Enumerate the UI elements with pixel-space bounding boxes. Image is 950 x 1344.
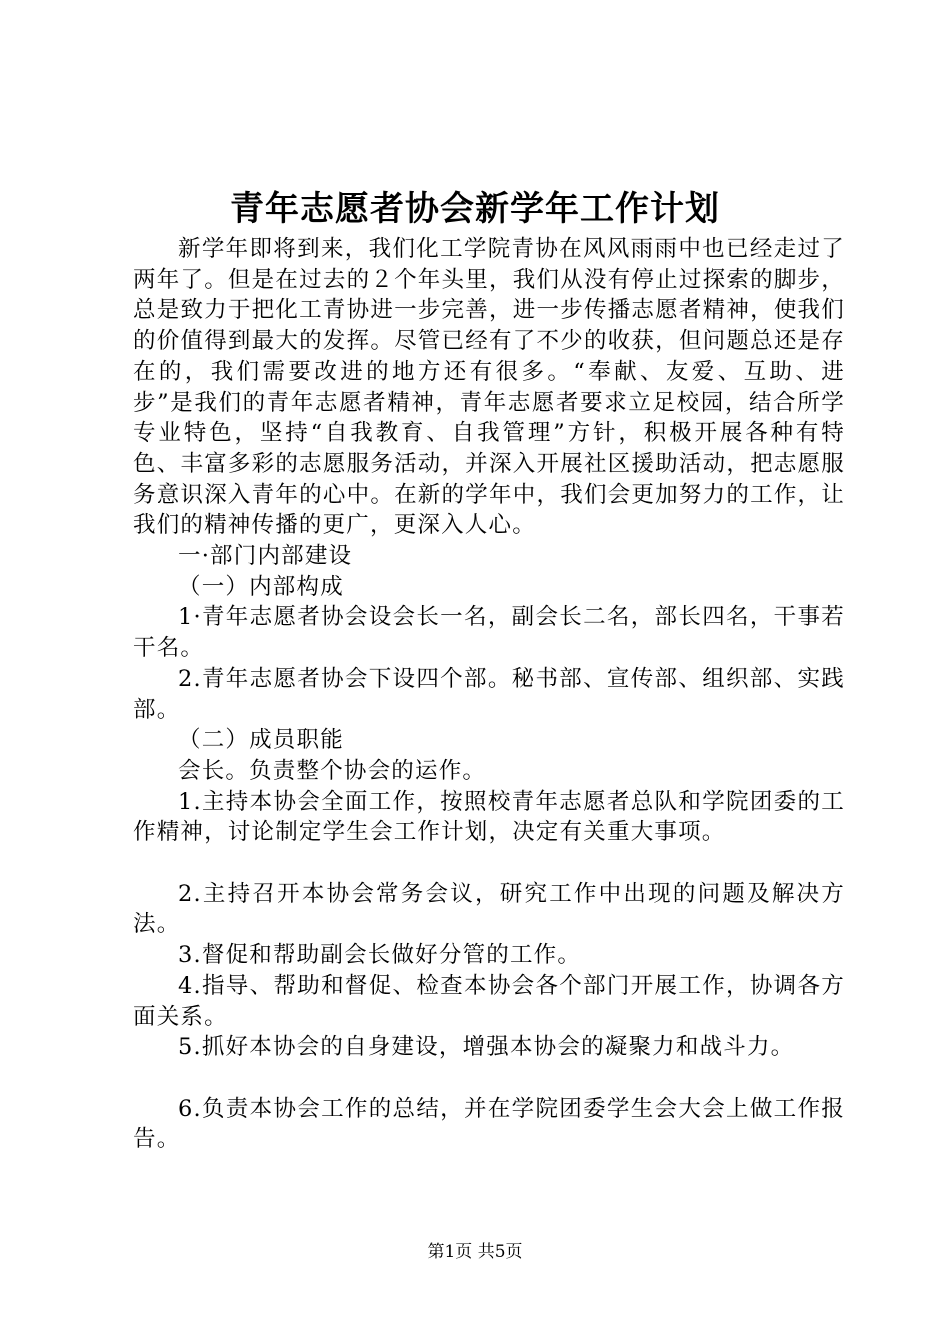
list-item: 2.青年志愿者协会下设四个部。秘书部、宣传部、组织部、实践部。 bbox=[133, 665, 845, 723]
list-item: 4.指导、帮助和督促、检查本协会各个部门开展工作，协调各方面关系。 bbox=[133, 972, 845, 1030]
list-item: 5.抓好本协会的自身建设，增强本协会的凝聚力和战斗力。 bbox=[178, 1034, 795, 1061]
intro-paragraph: 新学年即将到来，我们化工学院青协在风风雨雨中也已经走过了两年了。但是在过去的２个年头里，我们从没有停止过探索的脚步，总是致力于把化工青协进一步完善，进一步传播志愿者精神，使我们的价值得到最大的发挥。尽管已经有了不少的收获，但问题总还是存在的，我们需要改进的地方还有很多。“奉献、友爱、互助、进步”是我们的青年志愿者精神，青年志愿者要求立足校园，结合所学专业特色，坚持“自我教育、自我管理”方针，积极开展各种有特色、丰富多彩的志愿服务活动，并深入开展社区援助活动，把志愿服务意识深入青年的心中。在新的学年中，我们会更加努力的工作，让我们的精神传播的更广，更深入人心。 bbox=[133, 236, 845, 539]
list-item: 1·青年志愿者协会设会长一名，副会长二名，部长四名，干事若干名。 bbox=[133, 604, 845, 662]
blank-line bbox=[133, 848, 845, 879]
subsection-heading: （一）内部构成 bbox=[178, 573, 344, 600]
paragraph: 会长。负责整个协会的运作。 bbox=[178, 757, 487, 784]
list-item: 6.负责本协会工作的总结，并在学院团委学生会大会上做工作报告。 bbox=[133, 1095, 845, 1153]
subsection-heading: （二）成员职能 bbox=[178, 727, 344, 754]
section-heading: 一·部门内部建设 bbox=[178, 543, 353, 570]
list-item: 2.主持召开本协会常务会议，研究工作中出现的问题及解决方法。 bbox=[133, 880, 845, 938]
list-item: 1.主持本协会全面工作，按照校青年志愿者总队和学院团委的工作精神，讨论制定学生会工作计划，决定有关重大事项。 bbox=[133, 788, 845, 846]
page-footer: 第1页 共5页 bbox=[427, 1242, 523, 1262]
document-title: 青年志愿者协会新学年工作计划 bbox=[230, 189, 720, 229]
list-item: 3.督促和帮助副会长做好分管的工作。 bbox=[178, 942, 582, 969]
blank-line bbox=[133, 1063, 845, 1094]
document-body bbox=[133, 234, 845, 1155]
